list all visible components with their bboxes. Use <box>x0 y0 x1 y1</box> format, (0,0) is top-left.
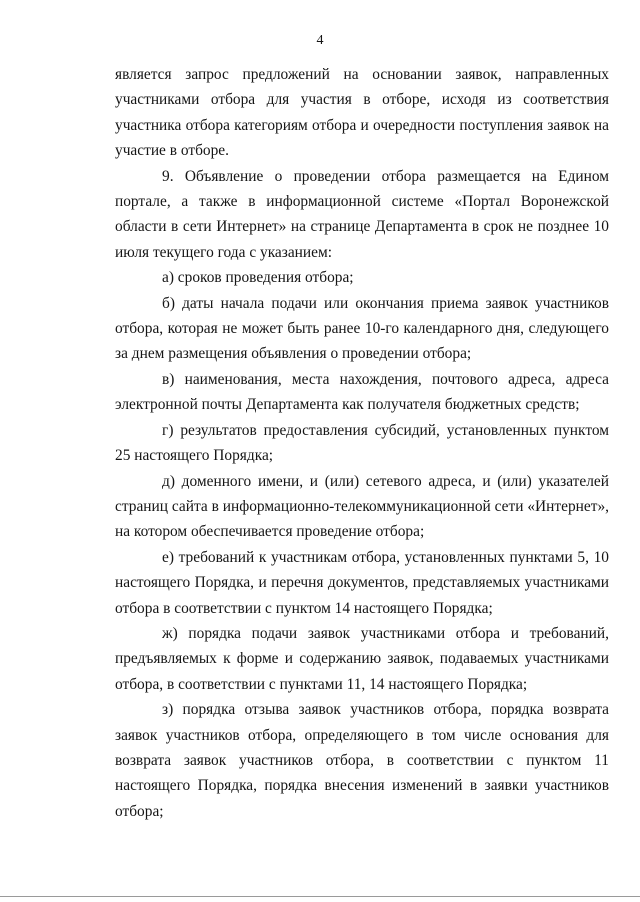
page-bottom-rule <box>0 896 640 897</box>
paragraph-subitem-zh: ж) порядка подачи заявок участниками отбора и требований, предъявляемых к форме и содержанию заявок, подаваемых участниками отбора, в соответствии с пунктами 11, 14 настоящего Порядка; <box>115 624 609 693</box>
paragraph-subitem-v: в) наименования, места нахождения, почтового адреса, адреса электронной почты Департамента как получателя бюджетных средств; <box>115 370 609 414</box>
paragraph-subitem-g: г) результатов предоставления субсидий, установленных пунктом 25 настоящего Порядка; <box>115 421 609 465</box>
paragraph-subitem-d: д) доменного имени, и (или) сетевого адреса, и (или) указателей страниц сайта в информационно-телекоммуникационной сети «Интернет», на котором обеспечивается проведение отбора; <box>115 472 609 541</box>
paragraph-subitem-a: а) сроков проведения отбора; <box>162 269 354 287</box>
paragraph-subitem-e: е) требований к участникам отбора, установленных пунктами 5, 10 настоящего Порядка, и перечня документов, представляемых участниками отбора в соответствии с пунктом 14 настоящего Порядка; <box>115 548 609 617</box>
paragraph-subitem-b: б) даты начала подачи или окончания приема заявок участников отбора, которая не может быть ранее 10-го календарного дня, следующего за днем размещения объявления о проведении отбора; <box>115 294 609 363</box>
paragraph-subitem-z: з) порядка отзыва заявок участников отбора, порядка возврата заявок участников отбора, определяющего в том числе основания для возврата заявок участников отбора, в соответствии с пунктом 11 настоящего Порядка, порядка внесения изменений в заявки участников отбора; <box>115 701 609 820</box>
document-body <box>115 62 609 824</box>
page-number: 4 <box>316 33 324 48</box>
paragraph-continuation: является запрос предложений на основании заявок, направленных участниками отбора для участия в отборе, исходя из соответствия участника отбора категориям отбора и очередности поступления заявок на участие в отборе. <box>115 66 609 160</box>
paragraph-item-9: 9. Объявление о проведении отбора размещается на Едином портале, а также в информационной системе «Портал Воронежской области в сети Интернет» на странице Департамента в срок не позднее 10 июля текущего года с указанием: <box>115 167 609 261</box>
